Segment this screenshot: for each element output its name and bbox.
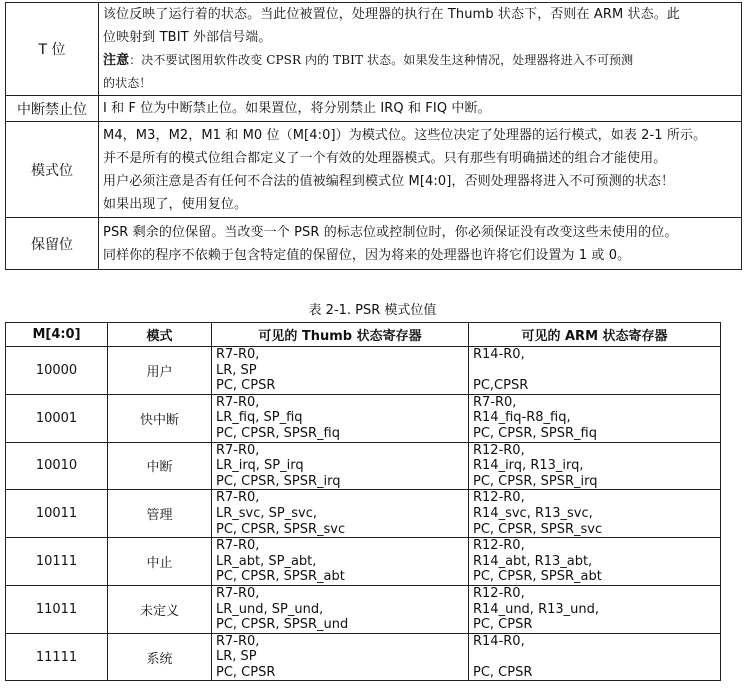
description-line: 并不是所有的模式位组合都定义了一个有效的处理器模式。只有那些有明确描述的组合才能使用。	[103, 150, 667, 166]
row-description	[99, 218, 742, 270]
thumb-registers-cell	[212, 347, 469, 395]
mode-name-cell: 中止	[108, 538, 212, 586]
register-line: R12-R0,	[473, 585, 525, 601]
register-line: R12-R0,	[473, 442, 525, 458]
note-label: 注意	[103, 53, 130, 68]
header-bits: M[4:0]	[6, 323, 108, 347]
register-line: R14_irq, R13_irq,	[473, 458, 584, 474]
register-line: LR_svc, SP_svc,	[216, 505, 317, 521]
mode-name-cell: 未定义	[108, 585, 212, 633]
mode-table-body	[6, 347, 721, 681]
register-line: LR_fiq, SP_fiq	[216, 410, 303, 426]
arm-registers-cell	[469, 585, 721, 633]
register-line: R7-R0,	[216, 490, 260, 506]
register-line: R12-R0,	[473, 490, 525, 506]
register-line	[473, 363, 716, 379]
arm-registers-cell	[469, 394, 721, 442]
mode-table-row	[6, 633, 721, 681]
header-arm-registers: 可见的 ARM 状态寄存器	[469, 323, 721, 347]
register-line	[473, 649, 716, 665]
register-line: R7-R0,	[216, 633, 260, 649]
arm-registers-cell	[469, 442, 721, 490]
mode-name-cell: 用户	[108, 347, 212, 395]
register-line: PC, CPSR, SPSR_fiq	[216, 425, 340, 441]
register-line: PC, CPSR	[216, 378, 276, 394]
thumb-registers-cell	[212, 442, 469, 490]
row-description	[99, 96, 742, 122]
register-line: LR_und, SP_und,	[216, 601, 324, 617]
register-line: PC, CPSR, SPSR_svc	[216, 521, 346, 537]
note-text: ：决不要试图用软件改变 CPSR 内的 TBIT 状态。如果发生这种情况，处理器将进入不可预测	[129, 53, 634, 67]
description-line: 如果出现了，使用复位。	[103, 196, 248, 212]
row-description	[99, 3, 742, 96]
register-line: PC, CPSR, SPSR_svc	[473, 521, 603, 537]
register-line: R7-R0,	[216, 538, 260, 554]
psr-row-interrupt-disable	[6, 96, 742, 122]
psr-bits-table	[5, 2, 742, 270]
register-line: PC, CPSR, SPSR_abt	[473, 569, 602, 585]
register-line: PC, CPSR	[473, 664, 533, 680]
register-line: R12-R0,	[473, 538, 525, 554]
description-line: PSR 剩余的位保留。当改变一个 PSR 的标志位或控制位时，你必须保证没有改变这些未使用的位。	[103, 224, 678, 240]
mode-table-header-row	[6, 323, 721, 347]
description-line: M4，M3，M2，M1 和 M0 位（M[4:0]）为模式位。这些位决定了处理器的运行模式，如表 2-1 所示。	[103, 127, 707, 143]
mode-table-row	[6, 490, 721, 538]
mode-bits-cell: 10001	[6, 394, 108, 442]
mode-name-cell: 系统	[108, 633, 212, 681]
mode-name-cell: 管理	[108, 490, 212, 538]
mode-table-row	[6, 347, 721, 395]
thumb-registers-cell	[212, 490, 469, 538]
thumb-registers-cell	[212, 538, 469, 586]
register-line: R7-R0,	[216, 585, 260, 601]
register-line: PC, CPSR	[473, 617, 533, 633]
description-line: 同样你的程序不依赖于包含特定值的保留位，因为将来的处理器也许将它们设置为 1 或 0。	[103, 247, 631, 263]
row-label: 保留位	[6, 218, 99, 270]
arm-registers-cell	[469, 538, 721, 586]
register-line: LR_irq, SP_irq	[216, 458, 304, 474]
register-line: LR, SP	[216, 649, 257, 665]
register-line: R14-R0,	[473, 633, 525, 649]
mode-table-row	[6, 585, 721, 633]
mode-table-row	[6, 442, 721, 490]
row-label: 模式位	[6, 122, 99, 218]
mode-bits-cell: 10011	[6, 490, 108, 538]
thumb-registers-cell	[212, 633, 469, 681]
note-line	[103, 49, 737, 72]
register-line: R14-R0,	[473, 347, 525, 362]
register-line: PC, CPSR, SPSR_irq	[473, 473, 598, 489]
register-line: R14_und, R13_und,	[473, 601, 600, 617]
register-line: R7-R0,	[216, 442, 260, 458]
mode-table-row	[6, 394, 721, 442]
psr-row-t-bit	[6, 3, 742, 96]
description-line: 位映射到 TBIT 外部信号端。	[103, 30, 272, 45]
mode-name-cell: 中断	[108, 442, 212, 490]
mode-bits-cell: 10010	[6, 442, 108, 490]
description-line: I 和 F 位为中断禁止位。如果置位，将分别禁止 IRQ 和 FIQ 中断。	[103, 101, 491, 116]
register-line: PC, CPSR, SPSR_abt	[216, 569, 345, 585]
mode-bits-table	[5, 322, 721, 681]
mode-bits-cell: 10111	[6, 538, 108, 586]
thumb-registers-cell	[212, 394, 469, 442]
register-line: R7-R0,	[473, 394, 517, 410]
psr-row-reserved	[6, 218, 742, 270]
row-label: 中断禁止位	[6, 96, 99, 122]
register-line: LR, SP	[216, 362, 257, 378]
mode-table-row	[6, 538, 721, 586]
header-thumb-registers: 可见的 Thumb 状态寄存器	[212, 323, 469, 347]
mode-bits-cell: 11111	[6, 633, 108, 681]
description-line: 该位反映了运行着的状态。当此位被置位，处理器的执行在 Thumb 状态下，否则在 ARM 状态。此	[103, 7, 680, 22]
register-line: PC, CPSR, SPSR_fiq	[473, 425, 597, 441]
mode-name-cell: 快中断	[108, 394, 212, 442]
thumb-registers-cell	[212, 585, 469, 633]
register-line: LR_abt, SP_abt,	[216, 553, 317, 569]
psr-row-mode-bits	[6, 122, 742, 218]
register-line: PC, CPSR, SPSR_irq	[216, 473, 341, 489]
note-line: 的状态！	[103, 76, 152, 90]
row-description	[99, 122, 742, 218]
header-mode: 模式	[108, 323, 212, 347]
description-line: 用户必须注意是否有任何不合法的值被编程到模式位 M[4:0]，否则处理器将进入不可预测的状态！	[103, 173, 675, 189]
register-line: PC, CPSR, SPSR_und	[216, 617, 349, 633]
arm-registers-cell	[469, 633, 721, 681]
register-line: R7-R0,	[216, 347, 260, 362]
arm-registers-cell	[469, 490, 721, 538]
register-line: R14_abt, R13_abt,	[473, 553, 593, 569]
mode-bits-cell: 10000	[6, 347, 108, 395]
mode-bits-cell: 11011	[6, 585, 108, 633]
row-label: T 位	[6, 3, 99, 96]
register-line: PC, CPSR	[216, 664, 276, 680]
register-line: R7-R0,	[216, 394, 260, 410]
register-line: R14_svc, R13_svc,	[473, 505, 593, 521]
register-line: PC,CPSR	[473, 378, 529, 394]
arm-registers-cell	[469, 347, 721, 395]
register-line: R14_fiq-R8_fiq,	[473, 410, 571, 426]
table-caption: 表 2-1. PSR 模式位值	[308, 303, 437, 318]
